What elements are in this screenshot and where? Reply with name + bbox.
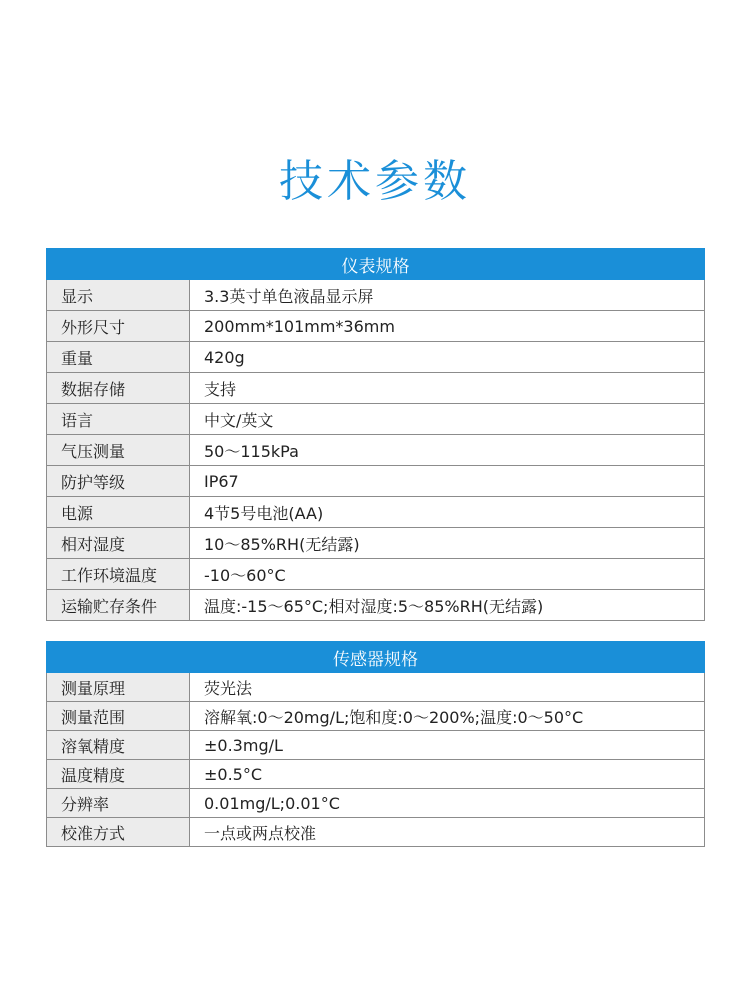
table-row	[47, 760, 705, 789]
table-row	[47, 466, 705, 497]
row-value: 50～115kPa	[190, 435, 705, 466]
row-label: 显示	[47, 280, 190, 311]
table-row	[47, 673, 705, 702]
table-row	[47, 404, 705, 435]
row-label: 校准方式	[47, 818, 190, 847]
row-value: ±0.5°C	[190, 760, 705, 789]
sensor-spec-table	[46, 641, 705, 847]
row-value: 200mm*101mm*36mm	[190, 311, 705, 342]
table-row	[47, 435, 705, 466]
meter-spec-header-row	[47, 249, 705, 280]
table-row	[47, 702, 705, 731]
row-label: 溶氧精度	[47, 731, 190, 760]
row-label: 气压测量	[47, 435, 190, 466]
row-label: 相对湿度	[47, 528, 190, 559]
row-label: 语言	[47, 404, 190, 435]
row-value: 温度:-15～65°C;相对湿度:5～85%RH(无结露)	[190, 590, 705, 621]
row-value: 3.3英寸单色液晶显示屏	[190, 280, 705, 311]
meter-spec-table	[46, 248, 705, 621]
row-label: 数据存储	[47, 373, 190, 404]
table-row	[47, 731, 705, 760]
row-value: 4节5号电池(AA)	[190, 497, 705, 528]
row-value: ±0.3mg/L	[190, 731, 705, 760]
table-row	[47, 559, 705, 590]
row-value: 溶解氧:0～20mg/L;饱和度:0～200%;温度:0～50°C	[190, 702, 705, 731]
sensor-spec-header-row	[47, 642, 705, 673]
table-row	[47, 590, 705, 621]
row-label: 温度精度	[47, 760, 190, 789]
row-value: 10～85%RH(无结露)	[190, 528, 705, 559]
meter-spec-header: 仪表规格	[47, 249, 705, 280]
table-row	[47, 789, 705, 818]
table-row	[47, 497, 705, 528]
table-row	[47, 280, 705, 311]
row-label: 防护等级	[47, 466, 190, 497]
row-label: 外形尺寸	[47, 311, 190, 342]
row-label: 重量	[47, 342, 190, 373]
table-row	[47, 818, 705, 847]
row-label: 工作环境温度	[47, 559, 190, 590]
table-row	[47, 373, 705, 404]
row-value: 中文/英文	[190, 404, 705, 435]
row-label: 分辨率	[47, 789, 190, 818]
row-value: IP67	[190, 466, 705, 497]
row-value: 0.01mg/L;0.01°C	[190, 789, 705, 818]
row-value: 荧光法	[190, 673, 705, 702]
row-value: 420g	[190, 342, 705, 373]
table-row	[47, 342, 705, 373]
sensor-spec-header: 传感器规格	[47, 642, 705, 673]
table-row	[47, 311, 705, 342]
table-row	[47, 528, 705, 559]
row-label: 测量范围	[47, 702, 190, 731]
row-label: 运输贮存条件	[47, 590, 190, 621]
row-value: -10～60°C	[190, 559, 705, 590]
row-value: 支持	[190, 373, 705, 404]
page-title: 技术参数	[279, 156, 471, 207]
row-label: 测量原理	[47, 673, 190, 702]
row-label: 电源	[47, 497, 190, 528]
row-value: 一点或两点校准	[190, 818, 705, 847]
